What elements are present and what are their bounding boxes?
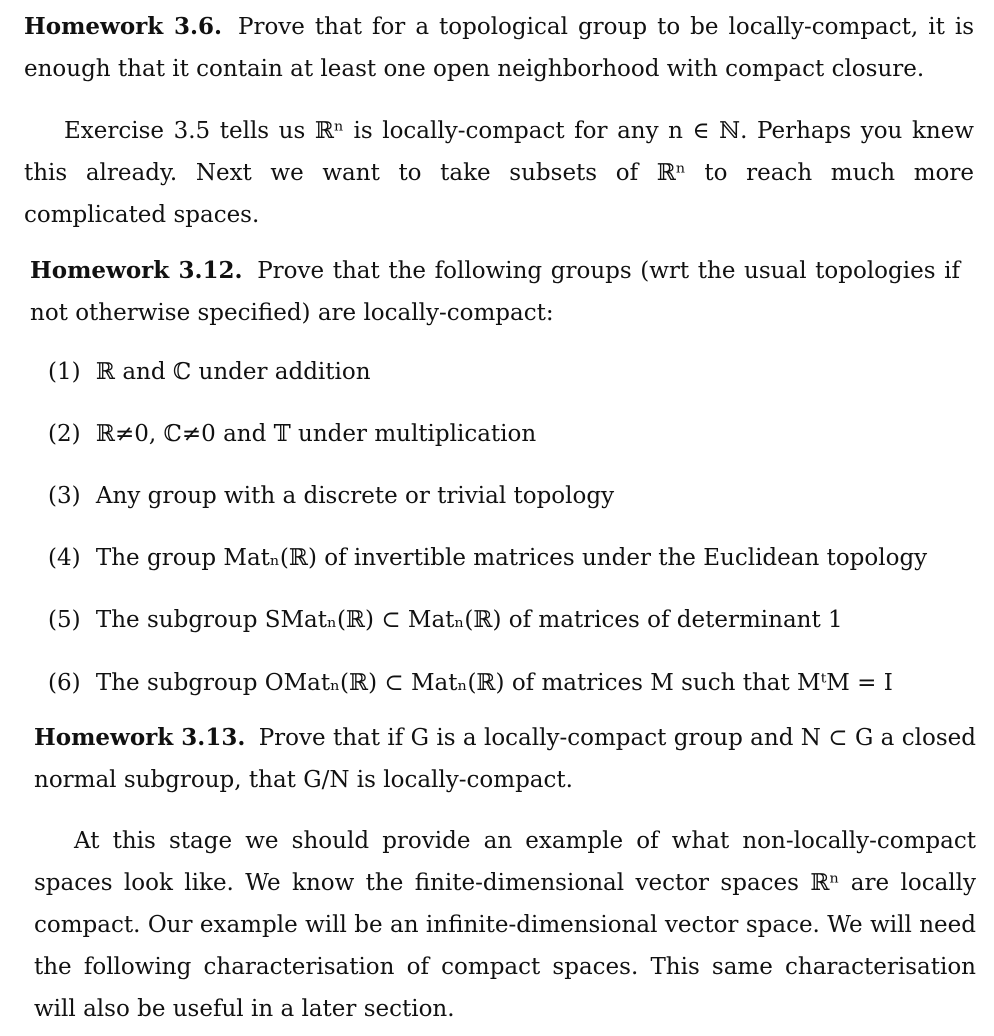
list-item-text: ℝ and ℂ under addition — [95, 359, 371, 385]
list-item-2 — [48, 419, 536, 449]
homework-3-6-title: Homework 3.6. — [24, 13, 222, 40]
list-item-text: The group Matₙ(ℝ) of invertible matrices under the Euclidean topology — [95, 545, 928, 571]
homework-3-12-text: Prove that the following groups (wrt the usual topologies if not otherwise specified) are locally-compact: — [30, 258, 961, 326]
list-item-number: (4) — [48, 545, 81, 571]
paragraph-exercise-3-5-text: Exercise 3.5 tells us ℝⁿ is locally-compact for any n ∈ ℕ. Perhaps you knew this already. Next we want to take subsets of ℝⁿ to reach much more complicated spaces. — [24, 118, 974, 228]
homework-3-6 — [24, 6, 974, 90]
paragraph-non-locally-compact — [34, 820, 976, 1030]
list-item-3 — [48, 481, 614, 511]
homework-3-13-text: Prove that if G is a locally-compact group and N ⊂ G a closed normal subgroup, that G/N is locally-compact. — [34, 725, 976, 793]
list-item-number: (6) — [48, 670, 81, 696]
paragraph-non-locally-compact-text: At this stage we should provide an example of what non-locally-compact spaces look like. We know the finite-dimensional vector spaces ℝⁿ are locally compact. Our example will be an infinite-dimensional vector space. We will need the following characterisation of compact spaces. This same characterisation will also be useful in a later section. — [34, 828, 976, 1022]
list-item-number: (3) — [48, 483, 81, 509]
list-item-1 — [48, 357, 371, 387]
list-item-text: Any group with a discrete or trivial topology — [95, 483, 615, 509]
homework-3-13-title: Homework 3.13. — [34, 724, 246, 751]
homework-3-12-title: Homework 3.12. — [30, 257, 243, 284]
homework-3-12 — [30, 250, 960, 334]
list-item-number: (1) — [48, 359, 81, 385]
paragraph-exercise-3-5 — [24, 110, 974, 236]
list-item-text: The subgroup OMatₙ(ℝ) ⊂ Matₙ(ℝ) of matrices M such that MᵗM = I — [95, 670, 893, 696]
list-item-5 — [48, 605, 843, 635]
list-item-6 — [48, 668, 893, 698]
list-item-text: The subgroup SMatₙ(ℝ) ⊂ Matₙ(ℝ) of matrices of determinant 1 — [95, 607, 843, 633]
homework-3-13 — [34, 717, 976, 801]
homework-3-6-text: Prove that for a topological group to be locally-compact, it is enough that it contain at least one open neighborhood with compact closure. — [24, 14, 974, 82]
list-item-4 — [48, 543, 927, 573]
list-item-number: (2) — [48, 421, 81, 447]
list-item-number: (5) — [48, 607, 81, 633]
list-item-text: ℝ≠0, ℂ≠0 and 𝕋 under multiplication — [95, 421, 537, 447]
